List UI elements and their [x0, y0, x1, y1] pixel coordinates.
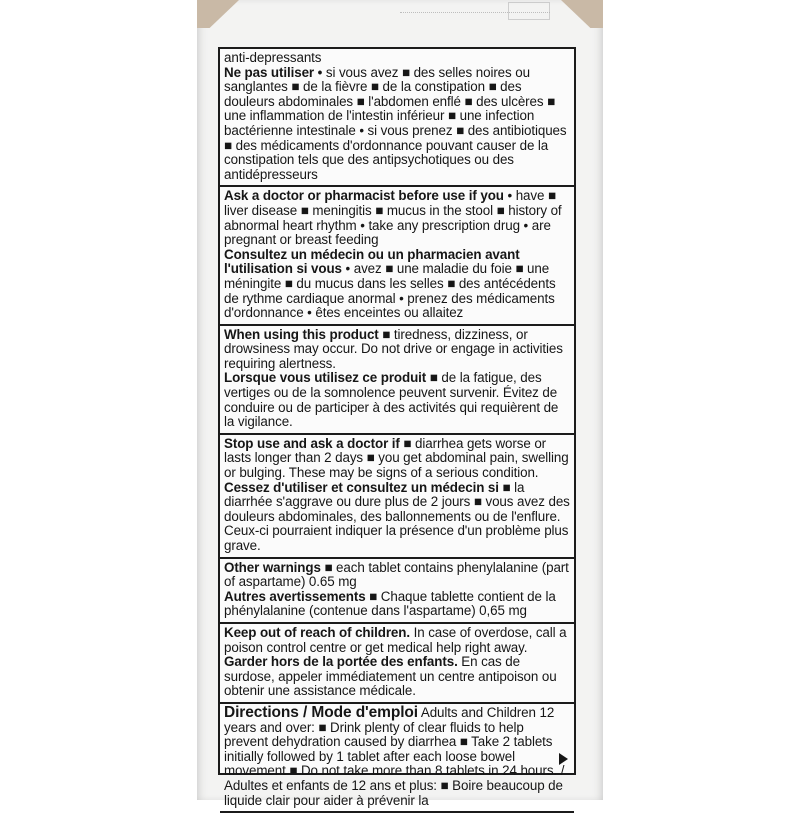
keep-out-section [220, 624, 574, 704]
do-not-use-section [220, 49, 574, 187]
ask-doctor-fr-body: • avez ■ une maladie du foie ■ une méningite ■ du mucus dans les selles ■ des antécédents de rythme cardiaque anormal • prenez des médicaments d'ordonnance • êtes enceintes ou allaitez [224, 261, 556, 321]
ask-doctor-en-heading: Ask a doctor or pharmacist before use if you [224, 188, 504, 204]
when-using-fr-heading: Lorsque vous utilisez ce produit [224, 370, 427, 386]
triangle-right-icon [559, 753, 568, 765]
keep-out-en-body: In case of overdose, call a poison control centre or get medical help right away. [224, 624, 567, 655]
directions-text [224, 703, 570, 808]
do-not-use-fr-heading: Ne pas utiliser • [224, 64, 323, 80]
stop-use-en-body: ■ diarrhea gets worse or lasts longer than 2 days ■ you get abdominal pain, swelling or bulging. These may be signs of a serious condition. [224, 435, 569, 481]
other-warnings-en-heading: Other warnings [224, 559, 321, 575]
keep-out-fr-heading: Garder hors de la portée des enfants. [224, 654, 458, 670]
ask-doctor-section [220, 187, 574, 325]
directions-section [220, 704, 574, 813]
stop-use-fr [224, 481, 570, 554]
keep-out-fr-body: En cas de surdose, appeler immédiatement un centre antipoison ou obtenir une assistance médicale. [224, 654, 557, 699]
do-not-use-fr [224, 66, 570, 183]
ask-doctor-en-body: • have ■ liver disease ■ meningitis ■ mucus in the stool ■ history of abnormal heart rhythm • take any prescription drug • are pregnant or breast feeding [224, 188, 562, 248]
when-using-fr-body: ■ de la fatigue, des vertiges ou de la somnolence peuvent survenir. Évitez de conduire ou de participer à des activités qui requièrent de la vigilance. [224, 370, 559, 430]
other-warnings-fr-body: ■ Chaque tablette contient de la phénylalanine (contenue dans l'aspartame) 0,65 mg [224, 588, 556, 619]
top-faded-mark [508, 2, 550, 20]
other-warnings-en [224, 561, 570, 590]
do-not-use-fr-body: si vous avez ■ des selles noires ou sanglantes ■ de la fièvre ■ de la constipation ■ des douleurs abdominales ■ l'abdomen enflé ■ des ulcères ■ une inflammation de l'intestin inférieur ■ une infection bactérienne intestinale • si vous prenez ■ des antibiotiques ■ des médicaments d'ordonnance pouvant causer de la constipation tels que des antipsychotiques ou des antidépresseurs [224, 64, 567, 182]
stop-use-fr-heading: Cessez d'utiliser et consultez un médecin si [224, 479, 499, 495]
directions-body: Adults and Children 12 years and over: ■ Drink plenty of clear fluids to help prevent dehydration caused by diarrhea ■ Take 2 tablets initially followed by 1 tablet after each loose bowel movement ■ Do not take more than 8 tablets in 24 hours. / Adultes et enfants de 12 ans et plus: ■ Boire beaucoup de liquide clair pour aider à prévenir la [224, 704, 565, 808]
other-warnings-fr-heading: Autres avertissements [224, 588, 366, 604]
when-using-fr [224, 371, 570, 429]
when-using-section [220, 326, 574, 435]
keep-out-fr [224, 655, 570, 699]
stop-use-en-heading: Stop use and ask a doctor if [224, 435, 400, 451]
stop-use-en [224, 437, 570, 481]
ask-doctor-fr [224, 248, 570, 321]
other-warnings-section [220, 559, 574, 624]
stop-use-fr-body: ■ la diarrhée s'aggrave ou dure plus de 2 jours ■ vous avez des douleurs abdominales, des ballonnements ou de l'enflure. Ceux-ci pourraient indiquer la présence d'un problème plus grave. [224, 479, 570, 553]
drug-facts-panel [218, 47, 576, 808]
other-warnings-en-body: ■ each tablet contains phenylalanine (part of aspartame) 0.65 mg [224, 559, 569, 590]
stop-use-section [220, 435, 574, 559]
when-using-en-heading: When using this product [224, 326, 379, 342]
intro-carry-text: anti-depressants [224, 50, 322, 65]
keep-out-en-heading: Keep out of reach of children. [224, 624, 410, 640]
ask-doctor-fr-heading: Consultez un médecin ou un pharmacien avant l'utilisation si vous [224, 246, 520, 277]
directions-heading: Directions / Mode d'emploi [224, 703, 418, 721]
when-using-en-body: ■ tiredness, dizziness, or drowsiness may occur. Do not drive or engage in activities requiring alertness. [224, 326, 563, 371]
keep-out-en [224, 626, 570, 655]
ask-doctor-en [224, 189, 570, 247]
other-warnings-fr [224, 590, 570, 619]
when-using-en [224, 328, 570, 372]
